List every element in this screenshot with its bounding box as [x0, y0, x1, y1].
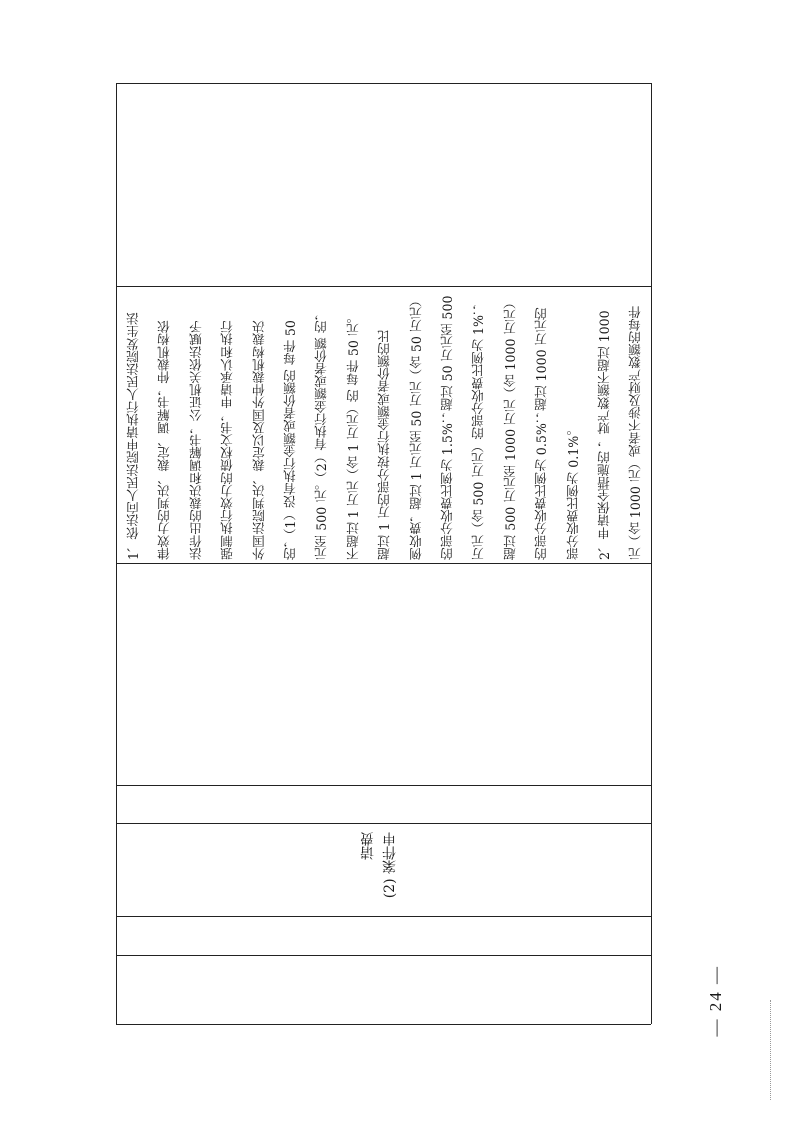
- page-number: — 24 —: [706, 965, 725, 1037]
- fee-description-line: 外国法院判决、裁定以及国外仲裁机构裁决: [251, 320, 267, 560]
- fee-description-line: 的部分收费比例为 0.5%；超过 1000 万元的: [534, 307, 550, 560]
- fee-description-line: 律效力的判决、裁定、调解书，仲裁机构依: [157, 320, 173, 560]
- fee-description-line: 超过 500 万元至 1000 万元（含 1000 万元）: [502, 296, 518, 560]
- fee-description-line: 法作出的裁决和调解书，公证机关依法赋予: [188, 320, 204, 560]
- fee-description-line: 1、依法向人民法院申请执行人民法院发生法: [126, 312, 141, 560]
- fee-description-line: 元至 500 元。（2）有执行金额或者价额 的，: [314, 308, 330, 560]
- table-row-divider: [116, 286, 651, 287]
- fee-description-line: 的部分收费比例为 1.5%；超过 50 万元至 500: [440, 295, 455, 560]
- table-row-divider: [116, 563, 651, 564]
- table-border-right: [651, 83, 652, 1024]
- fee-description-line: 2、申请保全措施的 ，财产数额不超过 1000: [597, 310, 612, 560]
- category-label-box: [358, 832, 402, 912]
- table-row-divider: [116, 785, 651, 786]
- table-row-divider: [116, 955, 651, 956]
- fee-description-line: 超过 1 万的部分按执行金额或者价额的比: [377, 329, 393, 560]
- fee-description-line: 的，（1）没有执行金额或者价额的 每件 50: [283, 320, 298, 560]
- fee-description-line: 元（含 1000 元）或者不涉及财产数额的每件: [628, 305, 644, 560]
- table-border-bottom: [116, 1024, 651, 1025]
- fee-description-line: 不超过 1 万元（含 1 万元）的 每件 50 元。: [345, 310, 361, 560]
- table-border-top: [116, 83, 651, 84]
- table-row-divider: [116, 823, 651, 824]
- category-label-line-1: (2) 案件申: [382, 832, 398, 899]
- fee-description-line: 部分收费比例为 0.1%。: [565, 423, 581, 560]
- fee-description-line: 强制执行效力的债权文书，申请承认和执行: [220, 320, 236, 560]
- table-row-divider: [116, 916, 651, 917]
- fee-description-line: 万元（含 500 万元）的部分收费比例为 1%；: [471, 302, 487, 560]
- fee-description-line: 例收费，超过 1 万元至 50 万元（含 50 万元）: [408, 294, 424, 560]
- category-label-line-2: 请费: [360, 832, 376, 860]
- scan-edge-mark: [770, 1000, 772, 1100]
- table-border-left: [116, 83, 117, 1024]
